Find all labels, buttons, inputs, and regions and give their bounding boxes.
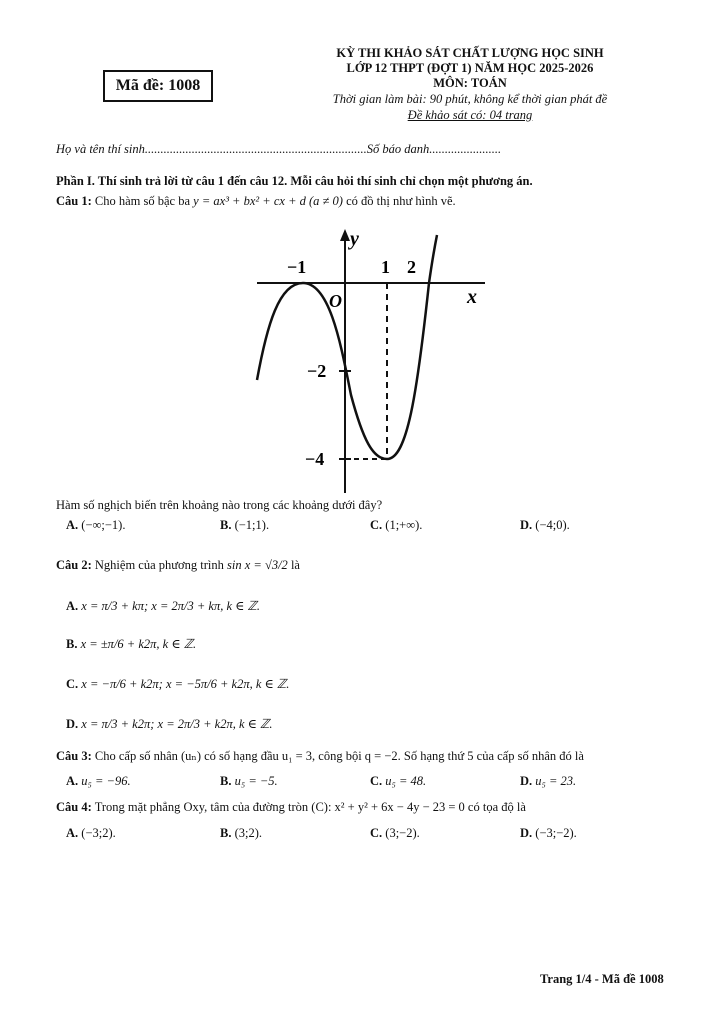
q1-option-d[interactable] (520, 518, 570, 533)
q4-option-c-label: C. (370, 826, 383, 840)
q1-option-a-label: A. (66, 518, 79, 532)
q3-option-a-label: A. (66, 774, 79, 788)
q2-text: Nghiệm của phương trình (94, 558, 224, 572)
q3-stem (56, 748, 584, 764)
q1-option-b-label: B. (220, 518, 232, 532)
q1-question: Hàm số nghịch biến trên khoảng nào trong các khoảng dưới đây? (56, 498, 383, 512)
q1-option-a[interactable] (66, 518, 125, 533)
q2-option-b-label: B. (66, 637, 78, 651)
q4-option-b-value: (3;2). (234, 826, 263, 840)
q3-option-a[interactable] (66, 774, 131, 789)
q4-label: Câu 4: (56, 800, 92, 814)
q3-option-b[interactable] (220, 774, 278, 789)
q2-option-d-label: D. (66, 717, 79, 731)
exam-time-note: Thời gian làm bài: 90 phút, không kể thời gian phát đề (332, 92, 608, 106)
q1-option-d-label: D. (520, 518, 533, 532)
q4-options (0, 826, 724, 844)
q2-option-c[interactable] (66, 676, 289, 692)
q2-stem (56, 558, 300, 573)
q1-options (0, 518, 724, 536)
q2-option-c-value: x = −π/6 + k2π; x = −5π/6 + k2π, k ∈ ℤ. (81, 677, 290, 691)
student-info-line: Họ và tên thí sinh.......................................................................Số báo danh....................... (56, 142, 502, 156)
origin-label: O (329, 291, 342, 311)
x-axis-label: x (467, 286, 477, 308)
q1-cubic-graph (245, 225, 495, 495)
q4-option-d[interactable] (520, 826, 577, 841)
exam-code: Mã đề: 1008 (115, 77, 201, 94)
q3-option-a-value: u₅ = −96. (81, 774, 131, 788)
q1-label: Câu 1: (56, 194, 92, 208)
q3-option-b-value: u₅ = −5. (234, 774, 278, 788)
q1-text-after: có đồ thị như hình vẽ. (346, 194, 456, 208)
q1-option-b-value: (−1;1). (234, 518, 270, 532)
exam-subject: MÔN: TOÁN (433, 76, 507, 90)
q3-options (0, 774, 724, 792)
q3-option-d-value: u₅ = 23. (535, 774, 577, 788)
q4-option-d-label: D. (520, 826, 533, 840)
exam-title-line2: LỚP 12 THPT (ĐỢT 1) NĂM HỌC 2025-2026 (346, 61, 594, 75)
q1-option-b[interactable] (220, 518, 269, 533)
tick-label-1: 1 (381, 257, 390, 277)
q2-option-d[interactable] (66, 716, 272, 732)
q2-option-c-label: C. (66, 677, 79, 691)
q3-text: Cho cấp số nhân (uₙ) có số hạng đầu u₁ = 3, công bội q = −2. Số hạng thứ 5 của cấp số nhân đó là (94, 749, 584, 763)
q3-option-c-value: u₅ = 48. (385, 774, 427, 788)
q1-option-a-value: (−∞;−1). (81, 518, 126, 532)
tick-label-y-neg2: −2 (307, 361, 327, 381)
q1-option-d-value: (−4;0). (535, 518, 570, 532)
q2-option-a-label: A. (66, 599, 79, 613)
q2-option-d-value: x = π/3 + k2π; x = 2π/3 + k2π, k ∈ ℤ. (81, 717, 273, 731)
q3-option-c[interactable] (370, 774, 426, 789)
tick-label-neg1: −1 (287, 257, 307, 277)
q4-option-a-value: (−3;2). (81, 826, 116, 840)
exam-title-line1: KỲ THI KHẢO SÁT CHẤT LƯỢNG HỌC SINH (336, 46, 604, 60)
q2-equation: sin x = √3/2 (227, 558, 288, 572)
y-axis-label: y (350, 228, 359, 250)
q2-text-after: là (290, 558, 300, 572)
q2-label: Câu 2: (56, 558, 92, 572)
y-axis-arrow (340, 229, 350, 241)
page-footer: Trang 1/4 - Mã đề 1008 (540, 972, 664, 986)
q2-option-a-value: x = π/3 + kπ; x = 2π/3 + kπ, k ∈ ℤ. (81, 599, 260, 613)
q4-option-c-value: (3;−2). (385, 826, 420, 840)
q3-option-b-label: B. (220, 774, 232, 788)
q2-option-b[interactable] (66, 636, 196, 652)
q1-formula: y = ax³ + bx² + cx + d (a ≠ 0) (193, 194, 343, 208)
q4-option-a[interactable] (66, 826, 116, 841)
q3-option-c-label: C. (370, 774, 383, 788)
exam-pages-note: Đề khảo sát có: 04 trang (407, 108, 533, 122)
q1-option-c-label: C. (370, 518, 383, 532)
q2-option-b-value: x = ±π/6 + k2π, k ∈ ℤ. (80, 637, 197, 651)
part1-heading: Phần I. Thí sinh trả lời từ câu 1 đến câu 12. Mỗi câu hỏi thí sinh chỉ chọn một phương án. (56, 174, 533, 188)
exam-code-box (103, 70, 213, 102)
q4-stem (56, 800, 526, 815)
tick-label-y-neg4: −4 (305, 449, 325, 469)
q3-label: Câu 3: (56, 749, 92, 763)
q4-text: Trong mặt phẳng Oxy, tâm của đường tròn (C): x² + y² + 6x − 4y − 23 = 0 có tọa độ là (94, 800, 526, 814)
tick-label-2: 2 (407, 257, 416, 277)
q3-option-d-label: D. (520, 774, 533, 788)
q1-text-before: Cho hàm số bậc ba (94, 194, 191, 208)
q4-option-c[interactable] (370, 826, 420, 841)
q4-option-d-value: (−3;−2). (535, 826, 577, 840)
q1-option-c[interactable] (370, 518, 422, 533)
q2-option-a[interactable] (66, 598, 260, 614)
q1-stem (56, 194, 456, 209)
q4-option-b[interactable] (220, 826, 262, 841)
q4-option-b-label: B. (220, 826, 232, 840)
q4-option-a-label: A. (66, 826, 79, 840)
q3-option-d[interactable] (520, 774, 576, 789)
q1-option-c-value: (1;+∞). (385, 518, 423, 532)
